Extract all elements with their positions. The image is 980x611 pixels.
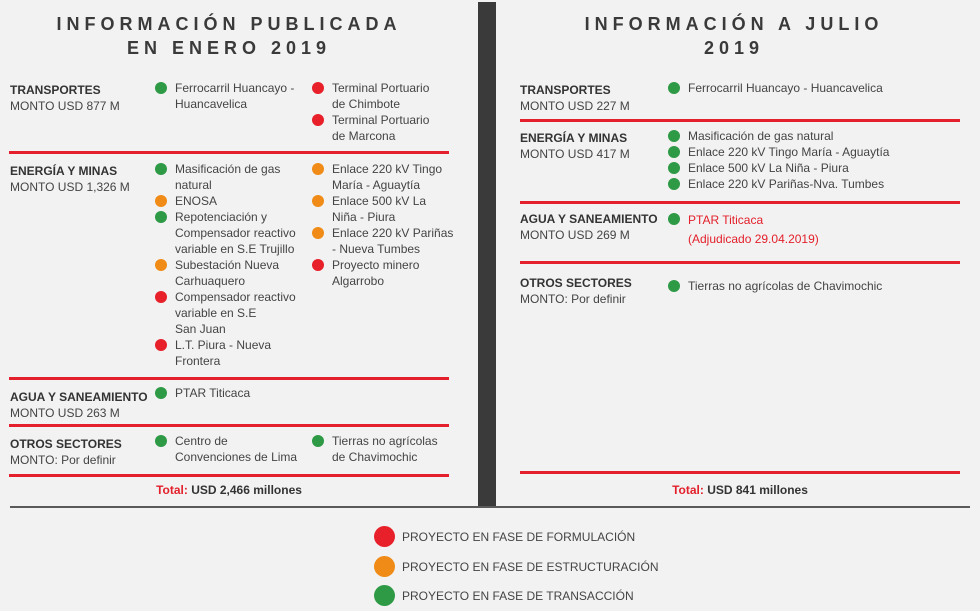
section-name: AGUA Y SANEAMIENTO <box>520 212 658 226</box>
status-dot-icon <box>155 82 167 94</box>
project-label: L.T. Piura - Nueva Frontera <box>175 338 272 368</box>
section-rule <box>520 119 960 122</box>
project-item <box>312 80 462 112</box>
section-name: TRANSPORTES <box>520 83 611 97</box>
project-item <box>312 112 462 144</box>
section-rule <box>9 424 449 427</box>
status-dot-icon <box>155 387 167 399</box>
project-label: Enlace 220 kV Tingo María - Aguaytía <box>688 145 890 159</box>
status-dot-icon <box>668 146 680 158</box>
project-label: Repotenciación y Compensador reactivo variable en S.E Trujillo <box>175 210 296 256</box>
section-amount: MONTO USD 227 M <box>520 99 630 113</box>
section-amount: MONTO: Por definir <box>520 292 626 306</box>
status-dot-icon <box>155 259 167 271</box>
project-label: Tierras no agrícolas de Chavimochic <box>688 279 883 293</box>
vertical-divider <box>478 2 496 507</box>
status-dot-icon <box>155 339 167 351</box>
status-dot-icon <box>155 163 167 175</box>
project-item <box>668 278 968 294</box>
section-rule <box>520 261 960 264</box>
project-item <box>668 80 968 96</box>
project-item <box>155 193 305 209</box>
project-label: Masificación de gas natural <box>688 129 834 143</box>
section-name: ENERGÍA Y MINAS <box>10 164 118 178</box>
status-dot-icon <box>312 195 324 207</box>
panel-title <box>0 12 458 60</box>
status-dot-icon <box>312 82 324 94</box>
status-dot-icon <box>155 291 167 303</box>
project-item <box>668 128 968 144</box>
project-label: Compensador reactivo variable en S.E San Juan <box>175 290 296 336</box>
status-dot-icon <box>312 259 324 271</box>
project-label: Subestación Nueva Carhuaquero <box>175 258 280 288</box>
section-rule <box>9 151 449 154</box>
project-item <box>312 433 462 465</box>
project-label: Enlace 220 kV Pariñas - Nueva Tumbes <box>332 226 454 256</box>
project-item <box>312 225 462 257</box>
status-dot-icon <box>155 435 167 447</box>
project-label: Proyecto minero Algarrobo <box>332 258 420 288</box>
project-item <box>155 209 305 257</box>
status-dot-icon <box>312 227 324 239</box>
section-amount: MONTO USD 417 M <box>520 147 630 161</box>
title-line-1: INFORMACIÓN PUBLICADA <box>56 14 402 34</box>
project-label: ENOSA <box>175 194 218 208</box>
section-amount: MONTO USD 269 M <box>520 228 630 242</box>
section-amount: MONTO USD 877 M <box>10 99 120 113</box>
legend-item-formulacion <box>374 526 694 548</box>
status-dot-icon <box>668 162 680 174</box>
panel-title <box>492 12 976 60</box>
project-item <box>668 211 968 251</box>
status-dot-icon <box>668 178 680 190</box>
project-item <box>312 161 462 193</box>
project-item <box>668 144 968 160</box>
project-item <box>155 80 305 112</box>
green-dot-icon <box>374 585 395 606</box>
project-item <box>668 160 968 176</box>
project-label: Enlace 500 kV La Niña - Piura <box>332 194 427 224</box>
total-value: USD 2,466 millones <box>191 483 302 497</box>
section-name: TRANSPORTES <box>10 83 101 97</box>
section-name: OTROS SECTORES <box>10 437 122 451</box>
project-label: Centro de Convenciones de Lima <box>175 434 298 464</box>
project-label: Ferrocarril Huancayo - Huancavelica <box>175 81 295 111</box>
status-dot-icon <box>312 163 324 175</box>
project-item <box>155 433 305 465</box>
project-item <box>312 257 462 289</box>
section-rule <box>520 471 960 474</box>
status-dot-icon <box>668 82 680 94</box>
project-label: PTAR Titicaca <box>175 386 251 400</box>
project-item <box>155 161 305 193</box>
section-rule <box>9 377 449 380</box>
project-label: Terminal Portuario de Marcona <box>332 113 430 143</box>
legend-label: PROYECTO EN FASE DE ESTRUCTURACIÓN <box>402 560 659 574</box>
total-label: Total: <box>672 483 704 497</box>
status-dot-icon <box>155 211 167 223</box>
legend-item-transaccion <box>374 585 694 607</box>
section-amount: MONTO USD 263 M <box>10 406 120 420</box>
legend-label: PROYECTO EN FASE DE TRANSACCIÓN <box>402 589 634 603</box>
project-label: PTAR Titicaca (Adjudicado 29.04.2019) <box>688 213 819 246</box>
project-label: Tierras no agrícolas de Chavimochic <box>332 434 438 464</box>
total-value: USD 841 millones <box>707 483 808 497</box>
red-dot-icon <box>374 526 395 547</box>
section-amount: MONTO: Por definir <box>10 453 116 467</box>
project-item <box>155 289 305 337</box>
section-rule <box>9 474 449 477</box>
project-label: Masificación de gas natural <box>175 162 281 192</box>
project-item <box>155 257 305 289</box>
project-item <box>312 193 462 225</box>
project-label: Enlace 220 kV Pariñas-Nva. Tumbes <box>688 177 885 191</box>
total-amount <box>520 482 960 498</box>
status-dot-icon <box>155 195 167 207</box>
project-label: Enlace 500 kV La Niña - Piura <box>688 161 849 175</box>
section-amount: MONTO USD 1,326 M <box>10 180 130 194</box>
title-line-2: 2019 <box>703 38 765 58</box>
status-dot-icon <box>668 280 680 292</box>
title-line-2: EN ENERO 2019 <box>126 38 332 58</box>
legend-item-estructuracion <box>374 556 694 578</box>
status-dot-icon <box>668 213 680 225</box>
title-line-1: INFORMACIÓN A JULIO <box>584 14 884 34</box>
project-label: Ferrocarril Huancayo - Huancavelica <box>688 81 883 95</box>
project-label: Enlace 220 kV Tingo María - Aguaytía <box>332 162 443 192</box>
orange-dot-icon <box>374 556 395 577</box>
status-dot-icon <box>312 114 324 126</box>
project-label: Terminal Portuario de Chimbote <box>332 81 430 111</box>
section-name: ENERGÍA Y MINAS <box>520 131 628 145</box>
project-item <box>668 176 968 192</box>
status-dot-icon <box>668 130 680 142</box>
total-amount <box>9 482 449 498</box>
section-rule <box>520 201 960 204</box>
section-name: AGUA Y SANEAMIENTO <box>10 390 148 404</box>
status-dot-icon <box>312 435 324 447</box>
project-item <box>155 385 305 401</box>
project-item <box>155 337 305 369</box>
legend-label: PROYECTO EN FASE DE FORMULACIÓN <box>402 530 636 544</box>
section-name: OTROS SECTORES <box>520 276 632 290</box>
horizontal-divider <box>10 506 970 508</box>
total-label: Total: <box>156 483 188 497</box>
